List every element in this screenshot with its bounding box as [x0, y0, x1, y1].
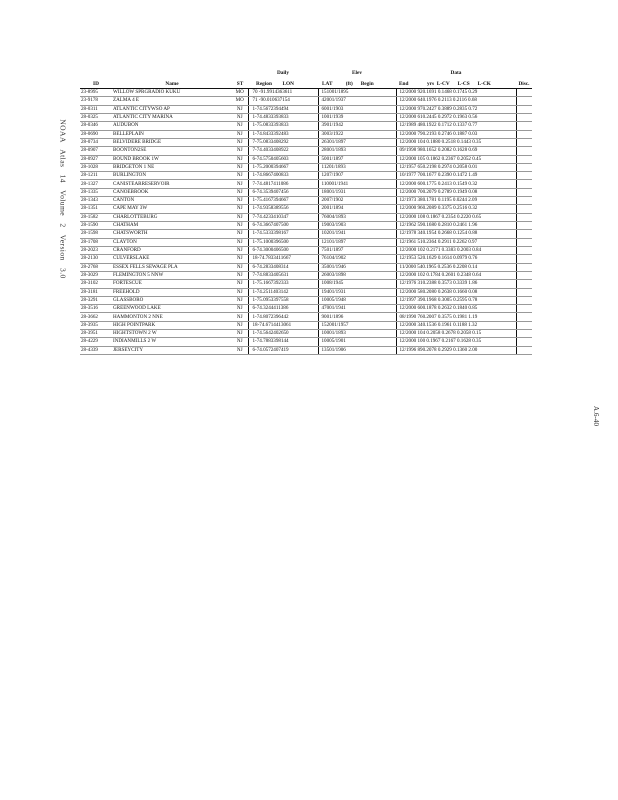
cell-name: FREEHOLD [112, 288, 232, 296]
col-lck: L-CK [477, 80, 491, 87]
table-row [80, 138, 532, 146]
cell-daily: 1-74.8072396442 [248, 313, 318, 321]
cell-data: 08/1990 760.2007 0.3575 0.1981 1.19 [396, 313, 516, 321]
cell-st: NJ [232, 296, 248, 304]
table-row [80, 122, 532, 130]
cell-elev: 18001/1931 [318, 188, 396, 196]
table-row [80, 163, 532, 171]
table-row [80, 305, 532, 313]
cell-id: 28-0907 [80, 147, 112, 155]
cell-elev: 1001/1939 [318, 113, 396, 121]
cell-data: 12/2000 340.1536 0.1961 0.1188 1.32 [396, 321, 516, 329]
cell-name: CRANFORD [112, 246, 232, 254]
cell-elev: 19401/1931 [318, 288, 396, 296]
page-number [586, 386, 606, 446]
cell-disc [516, 313, 532, 321]
cell-data: 09/1998 980.1652 0.2082 0.1628 0.69 [396, 147, 516, 155]
table-row [80, 89, 532, 97]
data-group-header: Data [450, 69, 462, 76]
cell-id: 28-1598 [80, 230, 112, 238]
cell-disc [516, 296, 532, 304]
cell-daily: 1-75.2000394667 [248, 163, 318, 171]
cell-name: CANOEBROOK [112, 188, 232, 196]
cell-name: HIGHTSTOWN 2 W [112, 330, 232, 338]
cell-daily: 1-74.5672394494 [248, 105, 318, 113]
cell-daily: 1-74.5333398167 [248, 230, 318, 238]
table-row [80, 263, 532, 271]
cell-id: 28-0734 [80, 138, 112, 146]
cell-data: 12/2000 104 0.1880 0.2518 0.1443 0.35 [396, 138, 516, 146]
cell-disc [516, 89, 532, 97]
cell-data: 12/2000 600.1775 0.2413 0.1549 0.32 [396, 180, 516, 188]
cell-data: 12/2000 920.1691 0.1468 0.1745 0.29 [396, 89, 516, 97]
cell-disc [516, 263, 532, 271]
table-row [80, 188, 532, 196]
cell-elev: 26301/1897 [318, 138, 396, 146]
cell-elev: 3901/1942 [318, 122, 396, 130]
cell-data: 12/1957 650.2198 0.2974 0.2058 0.01 [396, 163, 516, 171]
cell-id: 28-3951 [80, 330, 112, 338]
col-name: Name [112, 77, 232, 89]
cell-disc [516, 97, 532, 105]
cell-daily: 18-74.6714413061 [248, 321, 318, 329]
cell-data: 12/2000 102 0.2171 0.3383 0.2003 0.84 [396, 246, 516, 254]
cell-daily: 1-75.1000396500 [248, 238, 318, 246]
table-row [80, 255, 532, 263]
cell-name: CANISTEARRESERVOIR [112, 180, 232, 188]
cell-name: FLEMINGTON 5 NNW [112, 271, 232, 279]
cell-disc [516, 147, 532, 155]
cell-data: 12/1953 520.1629 0.1614 0.0979 0.76 [396, 255, 516, 263]
table-row [80, 205, 532, 213]
cell-disc [516, 246, 532, 254]
cell-daily: 6-74.3244411386 [248, 305, 318, 313]
cell-id: 28-1708 [80, 238, 112, 246]
cell-id: 28-0311 [80, 105, 112, 113]
col-region-lon [248, 77, 318, 89]
cell-st: NJ [232, 305, 248, 313]
cell-elev: 3003/1922 [318, 130, 396, 138]
cell-data: 12/1973 380.1781 0.1195 0.0244 2.09 [396, 197, 516, 205]
cell-id: 28-1335 [80, 188, 112, 196]
cell-daily: 1-74.2511403142 [248, 288, 318, 296]
cell-disc [516, 113, 532, 121]
col-lcs: L-CS [457, 80, 470, 87]
cell-id: 28-1327 [80, 180, 112, 188]
cell-name: HAMMONTON 2 NNE [112, 313, 232, 321]
cell-daily: 70 -91.9914363611 [248, 89, 318, 97]
cell-st: NJ [232, 172, 248, 180]
elev-group-header: Elev [351, 69, 362, 76]
cell-disc [516, 288, 532, 296]
cell-st: NJ [232, 205, 248, 213]
page-number-text: A.6-40 [592, 405, 600, 427]
cell-elev: 2001/1894 [318, 205, 396, 213]
cell-data: 12/2000 105 0.1862 0.2367 0.2052 0.45 [396, 155, 516, 163]
cell-st: NJ [232, 271, 248, 279]
cell-daily: 6-74.3000406500 [248, 246, 318, 254]
cell-id: 28-0690 [80, 130, 112, 138]
table-row [80, 280, 532, 288]
cell-disc [516, 338, 532, 346]
col-id: ID [80, 77, 112, 89]
station-rows [80, 89, 532, 355]
table-row [80, 105, 532, 113]
cell-st: NJ [232, 222, 248, 230]
cell-elev: 1207/1907 [318, 172, 396, 180]
table-row [80, 321, 532, 329]
cell-name: CULVERSLAKE [112, 255, 232, 263]
cell-elev: 10201/1941 [318, 230, 396, 238]
cell-st: MO [232, 89, 248, 97]
cell-st: NJ [232, 346, 248, 354]
cell-daily: 1-74.9358389556 [248, 205, 318, 213]
cell-elev: 11201/1893 [318, 163, 396, 171]
table-row [80, 288, 532, 296]
col-lcv: L-CV [436, 80, 450, 87]
cell-st: NJ [232, 321, 248, 329]
cell-disc [516, 280, 532, 288]
cell-id: 28-1211 [80, 172, 112, 180]
cell-data: 12/1976 310.2388 0.3573 0.3339 1.86 [396, 280, 516, 288]
cell-elev: 152001/1957 [318, 321, 396, 329]
cell-daily: 1-75.1667392333 [248, 280, 318, 288]
cell-data: 12/2000 640.1976 0.2113 0.2116 0.68 [396, 97, 516, 105]
station-table [80, 67, 532, 355]
cell-id: 28-3291 [80, 296, 112, 304]
cell-disc [516, 321, 532, 329]
cell-daily: 71 -90.010637154 [248, 97, 318, 105]
cell-st: NJ [232, 180, 248, 188]
cell-disc [516, 130, 532, 138]
cell-daily: 6-74.3539407456 [248, 188, 318, 196]
cell-st: NJ [232, 155, 248, 163]
cell-id: 28-2023 [80, 246, 112, 254]
cell-elev: 5001/1897 [318, 155, 396, 163]
cell-name: HIGH POINTPARK [112, 321, 232, 329]
cell-name: ATLANTIC CITYWSO AP [112, 105, 232, 113]
cell-data: 12/1961 510.2364 0.2911 0.2262 0.97 [396, 238, 516, 246]
col-lat-ft [318, 77, 396, 89]
cell-daily: 7-75.0833408292 [248, 138, 318, 146]
table-row [80, 338, 532, 346]
cell-name: WILLOW SPRGRADIO KUKU [112, 89, 232, 97]
table-row [80, 213, 532, 221]
cell-st: NJ [232, 330, 248, 338]
cell-st: NJ [232, 147, 248, 155]
cell-id: 28-4229 [80, 338, 112, 346]
table-row [80, 155, 532, 163]
cell-st: NJ [232, 197, 248, 205]
cell-st: NJ [232, 213, 248, 221]
cell-name: CHARLOTTEBURG [112, 213, 232, 221]
table-row [80, 180, 532, 188]
cell-st: NJ [232, 238, 248, 246]
cell-st: NJ [232, 230, 248, 238]
cell-disc [516, 197, 532, 205]
cell-elev: 1008/1945 [318, 280, 396, 288]
cell-name: AUDUBON [112, 122, 232, 130]
cell-id: 28-3516 [80, 305, 112, 313]
cell-st: NJ [232, 255, 248, 263]
cell-st: NJ [232, 263, 248, 271]
cell-disc [516, 122, 532, 130]
cell-name: JERSEYCITY [112, 346, 232, 354]
cell-daily: 1-74.8667400833 [248, 172, 318, 180]
cell-st: NJ [232, 122, 248, 130]
cell-data: 12/2000 580.2080 0.2638 0.1660 0.08 [396, 288, 516, 296]
cell-data: 10/1977 700.1677 0.2390 0.1472 1.49 [396, 172, 516, 180]
cell-disc [516, 163, 532, 171]
cell-name: ZALMA 4 E [112, 97, 232, 105]
col-lat: LAT [322, 80, 333, 87]
cell-daily: 18-74.7833411667 [248, 255, 318, 263]
cell-name: ESSEX FELLS SEWAGE PLA [112, 263, 232, 271]
cell-id: 28-0325 [80, 113, 112, 121]
cell-disc [516, 346, 532, 354]
cell-st: NJ [232, 113, 248, 121]
table-row [80, 330, 532, 338]
cell-disc [516, 222, 532, 230]
cell-elev: 42001/1937 [318, 97, 396, 105]
cell-disc [516, 188, 532, 196]
col-begin: Begin [360, 80, 374, 87]
cell-data: 12/1962 590.1680 0.2810 0.2461 1.96 [396, 222, 516, 230]
cell-daily: 6-74.2833408314 [248, 263, 318, 271]
col-lon: LON [282, 80, 294, 87]
cell-disc [516, 230, 532, 238]
table-row [80, 346, 532, 354]
table-row [80, 97, 532, 105]
table-row [80, 313, 532, 321]
cell-st: NJ [232, 280, 248, 288]
cell-name: GREENWOOD LAKE [112, 305, 232, 313]
table-row [80, 222, 532, 230]
cell-data: 12/1989 480.1922 0.1712 0.1337 0.77 [396, 122, 516, 130]
cell-name: BELLEPLAIN [112, 130, 232, 138]
side-caption-left [48, 74, 78, 324]
cell-data: 12/2000 108 0.1867 0.2354 0.2220 0.65 [396, 213, 516, 221]
cell-disc [516, 180, 532, 188]
cell-id: 28-1343 [80, 197, 112, 205]
cell-elev: 6001/1903 [318, 105, 396, 113]
cell-data: 12/2000 960.2089 0.3375 0.2516 0.32 [396, 205, 516, 213]
cell-disc [516, 271, 532, 279]
cell-st: NJ [232, 338, 248, 346]
cell-id: 28-3102 [80, 280, 112, 288]
cell-daily: 7-74.8833405631 [248, 271, 318, 279]
table-row [80, 172, 532, 180]
table-row [80, 246, 532, 254]
cell-daily: 1-74.5642402650 [248, 330, 318, 338]
cell-data: 12/2000 970.2427 0.3889 0.2835 0.72 [396, 105, 516, 113]
col-st: ST [232, 77, 248, 89]
cell-elev: 10005/1948 [318, 296, 396, 304]
cell-elev: 2007/1902 [318, 197, 396, 205]
cell-elev: 76104/1902 [318, 255, 396, 263]
cell-elev: 10001/1893 [318, 330, 396, 338]
cell-disc [516, 305, 532, 313]
col-data-stats [396, 77, 516, 89]
side-caption-left-text: NOAA Atlas 14 Volume 2 Version 3.0 [58, 119, 68, 279]
cell-st: NJ [232, 288, 248, 296]
table-row [80, 197, 532, 205]
table-row [80, 130, 532, 138]
table-row [80, 147, 532, 155]
col-end: End [399, 80, 409, 87]
cell-id: 23-9178 [80, 97, 112, 105]
cell-daily: 7-74.4817411086 [248, 180, 318, 188]
cell-elev: 13501/1906 [318, 346, 396, 354]
cell-elev: 7501/1897 [318, 246, 396, 254]
table-row [80, 113, 532, 121]
cell-data: 11/2000 540.1965 0.2536 0.2208 0.14 [396, 263, 516, 271]
cell-disc [516, 205, 532, 213]
cell-elev: 151001/1895 [318, 89, 396, 97]
cell-id: 28-1351 [80, 205, 112, 213]
cell-data: 12/1978 340.1954 0.2668 0.1254 0.88 [396, 230, 516, 238]
cell-daily: 6-74.5750405603 [248, 155, 318, 163]
cell-id: 28-1028 [80, 163, 112, 171]
cell-elev: 9001/1896 [318, 313, 396, 321]
cell-name: BRIDGETON 1 NE [112, 163, 232, 171]
cell-daily: 1-74.4833393833 [248, 113, 318, 121]
cell-disc [516, 330, 532, 338]
cell-st: NJ [232, 163, 248, 171]
table-row [80, 296, 532, 304]
cell-elev: 110001/1941 [318, 180, 396, 188]
cell-elev: 35001/1946 [318, 263, 396, 271]
table-row [80, 230, 532, 238]
cell-name: FORTESCUE [112, 280, 232, 288]
cell-data: 12/2000 700.2079 0.2789 0.1949 0.08 [396, 188, 516, 196]
cell-st: NJ [232, 130, 248, 138]
cell-st: NJ [232, 313, 248, 321]
cell-name: INDIANMILLS 2 W [112, 338, 232, 346]
cell-disc [516, 172, 532, 180]
cell-disc [516, 213, 532, 221]
cell-disc [516, 238, 532, 246]
cell-name: BELVIDERE BRIDGE [112, 138, 232, 146]
cell-elev: 28001/1893 [318, 147, 396, 155]
cell-st: NJ [232, 138, 248, 146]
cell-data: 12/2000 790.2193 0.2746 0.1887 0.03 [396, 130, 516, 138]
cell-st: NJ [232, 246, 248, 254]
cell-id: 28-3181 [80, 288, 112, 296]
cell-data: 12/1996 890.2078 0.2929 0.1360 2.00 [396, 346, 516, 354]
group-header-row [80, 67, 532, 77]
col-ft: (ft) [345, 80, 353, 87]
cell-name: ATLANTIC CITY MARINA [112, 113, 232, 121]
cell-elev: 10005/1901 [318, 338, 396, 346]
cell-daily: 1-75.0833393833 [248, 122, 318, 130]
cell-id: 28-3662 [80, 313, 112, 321]
cell-st: NJ [232, 105, 248, 113]
cell-name: BOONTON2SE [112, 147, 232, 155]
cell-id: 28-3935 [80, 321, 112, 329]
cell-elev: 47001/1941 [318, 305, 396, 313]
cell-disc [516, 155, 532, 163]
table-row [80, 238, 532, 246]
cell-name: CHATHAM [112, 222, 232, 230]
cell-st: NJ [232, 188, 248, 196]
cell-data: 12/2000 102 0.1784 0.2601 0.2348 0.64 [396, 271, 516, 279]
cell-disc [516, 105, 532, 113]
cell-name: CAPE MAY 3W [112, 205, 232, 213]
cell-elev: 76004/1893 [318, 213, 396, 221]
cell-daily: 1-75.4167394667 [248, 197, 318, 205]
cell-disc [516, 255, 532, 263]
cell-id: 28-3029 [80, 271, 112, 279]
cell-daily: 1-74.7883398144 [248, 338, 318, 346]
cell-name: CLAYTON [112, 238, 232, 246]
cell-elev: 26003/1898 [318, 271, 396, 279]
cell-daily: 6-74.3667407500 [248, 222, 318, 230]
cell-name: GLASSBORO [112, 296, 232, 304]
col-disc: Disc. [516, 77, 532, 89]
cell-daily: 1-74.8433392483 [248, 130, 318, 138]
cell-id: 28-0927 [80, 155, 112, 163]
cell-data: 12/2000 104 0.2058 0.2678 0.2058 0.15 [396, 330, 516, 338]
cell-elev: 19003/1903 [318, 222, 396, 230]
daily-group-header: Daily [276, 69, 290, 76]
cell-id: 28-2768 [80, 263, 112, 271]
cell-id: 28-1590 [80, 222, 112, 230]
cell-data: 12/2000 610.2445 0.2972 0.1963 0.56 [396, 113, 516, 121]
cell-elev: 12101/1897 [318, 238, 396, 246]
cell-name: CANTON [112, 197, 232, 205]
cell-daily: 6-74.0572407419 [248, 346, 318, 354]
column-header-row [80, 77, 532, 89]
cell-st: MO [232, 97, 248, 105]
cell-name: CHATSWORTH [112, 230, 232, 238]
cell-disc [516, 138, 532, 146]
cell-daily: 1-75.0953397558 [248, 296, 318, 304]
cell-id: 23-8995 [80, 89, 112, 97]
cell-name: BURLINGTON [112, 172, 232, 180]
cell-id: 28-1582 [80, 213, 112, 221]
col-yrs: yrs [426, 80, 435, 87]
cell-name: BOUND BROOK 1W [112, 155, 232, 163]
cell-data: 12/2000 600.1878 0.2632 0.1840 0.85 [396, 305, 516, 313]
table-row [80, 271, 532, 279]
cell-id: 28-0346 [80, 122, 112, 130]
cell-data: 12/1997 390.1968 0.3005 0.2595 0.78 [396, 296, 516, 304]
cell-id: 28-4339 [80, 346, 112, 354]
col-region: Region [256, 80, 272, 87]
cell-daily: 7-74.4033408922 [248, 147, 318, 155]
cell-data: 12/2000 100 0.1967 0.2167 0.1628 0.35 [396, 338, 516, 346]
cell-id: 28-2130 [80, 255, 112, 263]
cell-daily: 7-74.4233410347 [248, 213, 318, 221]
